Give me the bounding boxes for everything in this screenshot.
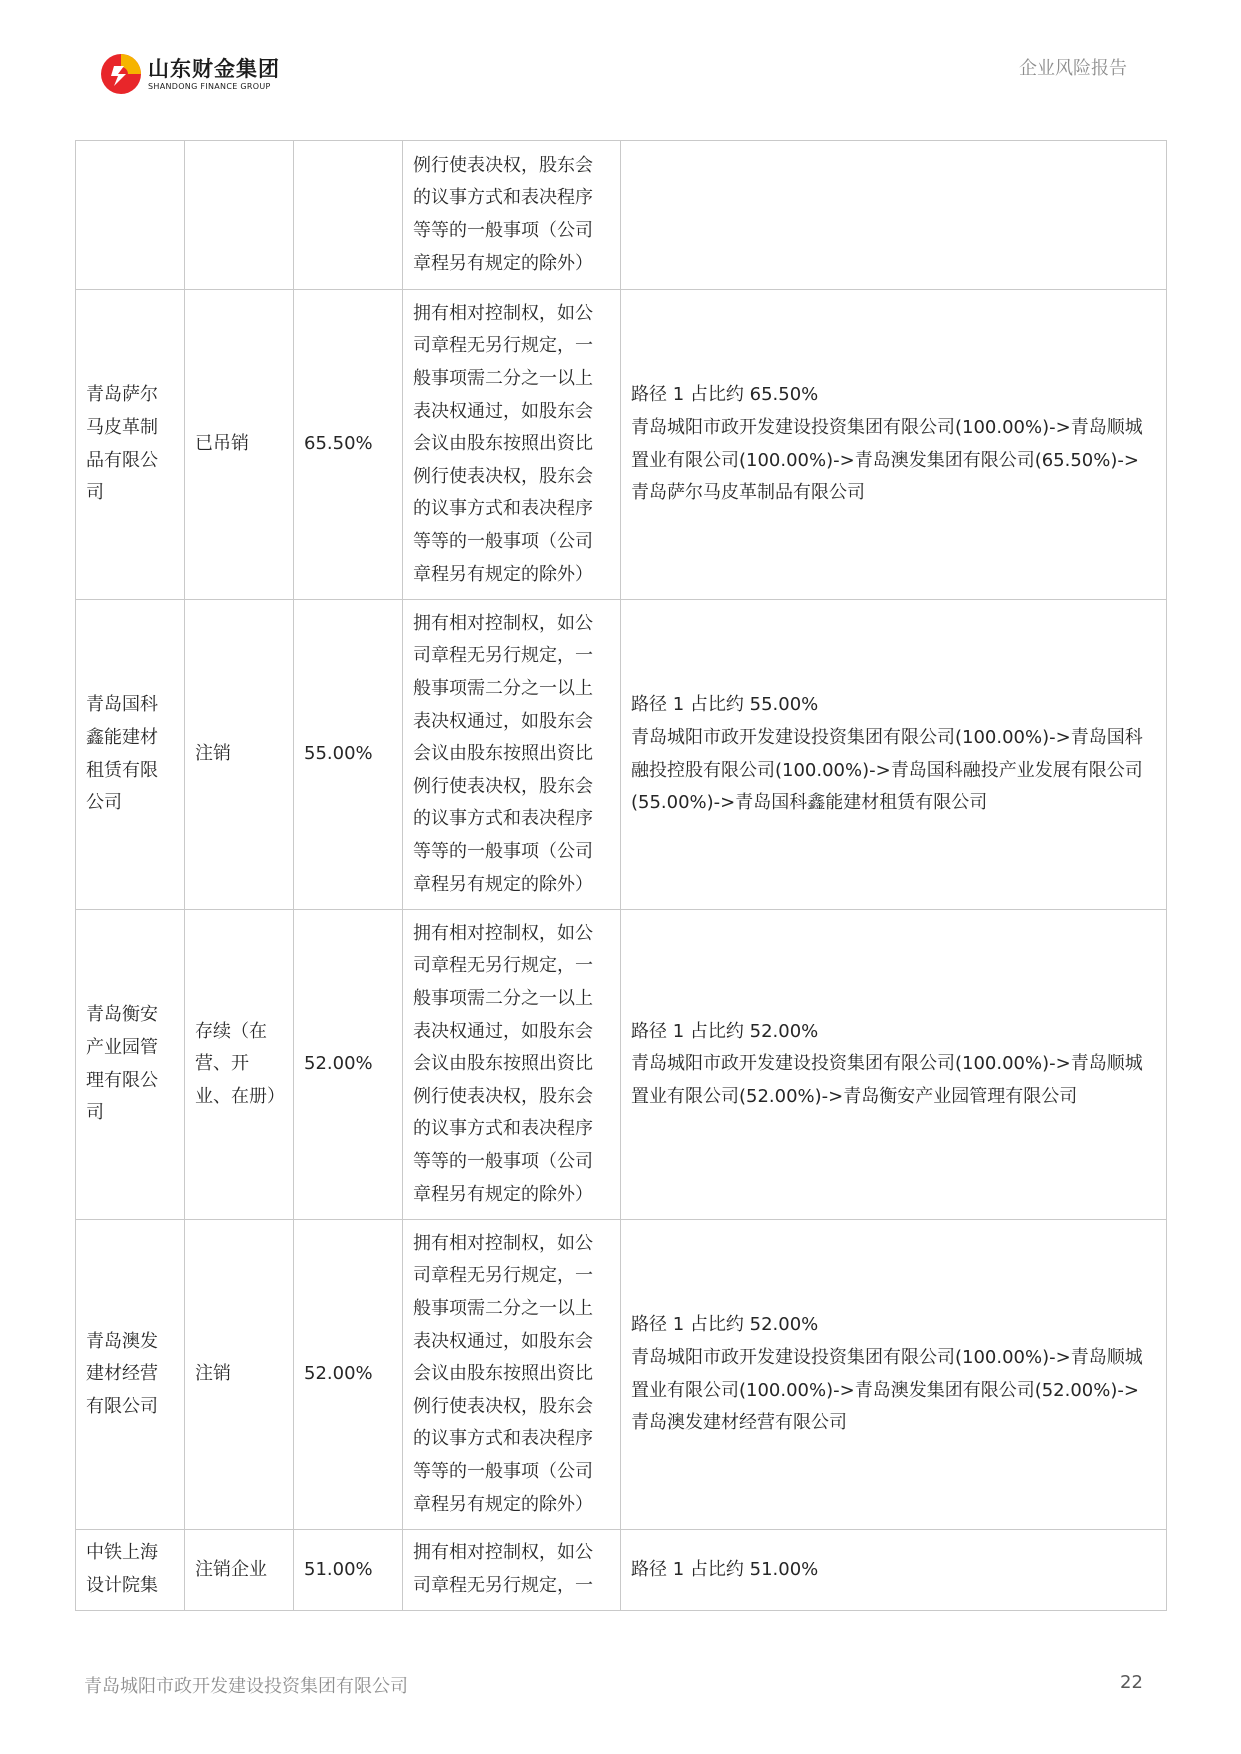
ratio-cell: 65.50% (294, 290, 403, 600)
logo-mark-icon (100, 53, 142, 95)
path-title: 路径 1 占比约 52.00% (631, 1020, 819, 1042)
status-cell: 存续（在营、开业、在册） (185, 910, 294, 1220)
table-row (76, 290, 1167, 600)
control-path-cell (621, 600, 1167, 910)
control-description-cell: 拥有相对控制权，如公司章程无另行规定，一般事项需二分之一以上表决权通过，如股东会会议由股东按照出资比例行使表决权，股东会的议事方式和表决程序等等的一般事项（公司章程另有规定的除外） (403, 1220, 621, 1530)
status-cell (185, 141, 294, 290)
control-path-cell (621, 1220, 1167, 1530)
control-description-cell: 拥有相对控制权，如公司章程无另行规定，一般事项需二分之一以上表决权通过，如股东会会议由股东按照出资比例行使表决权，股东会的议事方式和表决程序等等的一般事项（公司章程另有规定的除外） (403, 290, 621, 600)
table-row (76, 600, 1167, 910)
report-title: 企业风险报告 (1019, 58, 1127, 79)
control-path-cell (621, 290, 1167, 600)
page-number: 22 (1120, 1672, 1143, 1693)
status-cell: 注销 (185, 600, 294, 910)
ratio-cell (294, 141, 403, 290)
path-detail: 青岛城阳市政开发建设投资集团有限公司(100.00%)->青岛顺城置业有限公司(100.00%)->青岛澳发集团有限公司(52.00%)->青岛澳发建材经营有限公司 (631, 1346, 1143, 1434)
control-path-cell (621, 141, 1167, 290)
path-detail: 青岛城阳市政开发建设投资集团有限公司(100.00%)->青岛顺城置业有限公司(52.00%)->青岛衡安产业园管理有限公司 (631, 1053, 1143, 1107)
control-path-cell (621, 910, 1167, 1220)
company-name-cell: 青岛澳发建材经营有限公司 (76, 1220, 185, 1530)
company-name-cell: 中铁上海设计院集 (76, 1530, 185, 1611)
logo-chinese-name: 山东财金集团 (148, 56, 280, 81)
company-name-cell: 青岛萨尔马皮革制品有限公司 (76, 290, 185, 600)
ratio-cell: 55.00% (294, 600, 403, 910)
ratio-cell: 52.00% (294, 910, 403, 1220)
path-detail: 青岛城阳市政开发建设投资集团有限公司(100.00%)->青岛国科融投控股有限公司(100.00%)->青岛国科融投产业发展有限公司(55.00%)->青岛国科鑫能建材租赁有限公司 (631, 726, 1143, 814)
company-logo (100, 52, 280, 96)
status-cell: 已吊销 (185, 290, 294, 600)
control-description-cell: 拥有相对控制权，如公司章程无另行规定，一 (403, 1530, 621, 1611)
control-description-cell: 拥有相对控制权，如公司章程无另行规定，一般事项需二分之一以上表决权通过，如股东会会议由股东按照出资比例行使表决权，股东会的议事方式和表决程序等等的一般事项（公司章程另有规定的除外） (403, 910, 621, 1220)
path-title: 路径 1 占比约 52.00% (631, 1314, 819, 1336)
controlled-companies-table (75, 140, 1167, 1611)
table-row (76, 1220, 1167, 1530)
control-description-cell: 拥有相对控制权，如公司章程无另行规定，一般事项需二分之一以上表决权通过，如股东会会议由股东按照出资比例行使表决权，股东会的议事方式和表决程序等等的一般事项（公司章程另有规定的除外） (403, 600, 621, 910)
path-title: 路径 1 占比约 51.00% (631, 1558, 819, 1580)
path-title: 路径 1 占比约 55.00% (631, 694, 819, 716)
control-description-cell: 例行使表决权，股东会的议事方式和表决程序等等的一般事项（公司章程另有规定的除外） (403, 141, 621, 290)
company-name-cell: 青岛衡安产业园管理有限公司 (76, 910, 185, 1220)
control-path-cell (621, 1530, 1167, 1611)
logo-english-name: SHANDONG FINANCE GROUP (148, 81, 271, 91)
company-name-cell (76, 141, 185, 290)
table-row (76, 141, 1167, 290)
path-detail: 青岛城阳市政开发建设投资集团有限公司(100.00%)->青岛顺城置业有限公司(100.00%)->青岛澳发集团有限公司(65.50%)->青岛萨尔马皮革制品有限公司 (631, 416, 1143, 504)
status-cell: 注销 (185, 1220, 294, 1530)
status-cell: 注销企业 (185, 1530, 294, 1611)
ratio-cell: 52.00% (294, 1220, 403, 1530)
page-header (0, 0, 1241, 130)
path-title: 路径 1 占比约 65.50% (631, 384, 819, 406)
table-row (76, 1530, 1167, 1611)
table-row (76, 910, 1167, 1220)
footer-company-name: 青岛城阳市政开发建设投资集团有限公司 (84, 1676, 408, 1697)
company-name-cell: 青岛国科鑫能建材租赁有限公司 (76, 600, 185, 910)
ratio-cell: 51.00% (294, 1530, 403, 1611)
